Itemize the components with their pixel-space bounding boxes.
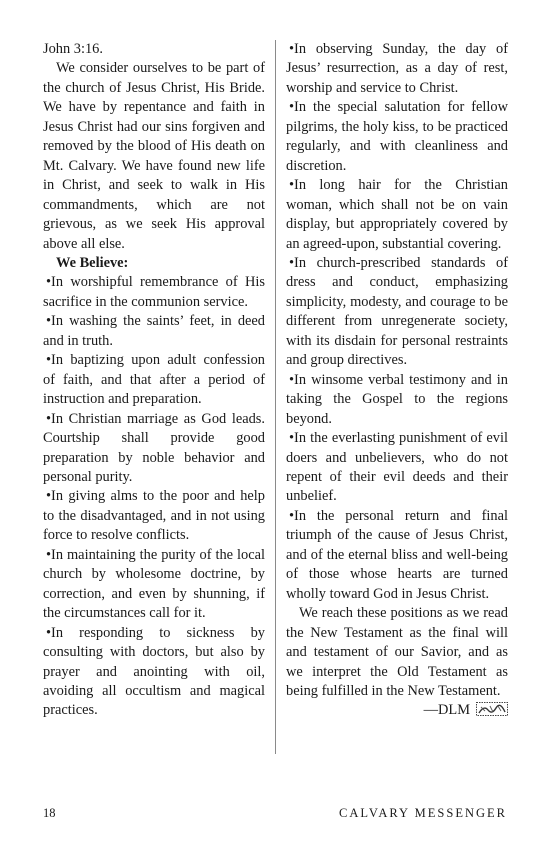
belief-item: • In giving alms to the poor and help to the disadvantaged, and in not using force to resolve conflicts.: [43, 487, 265, 545]
end-mark-icon: [476, 702, 508, 716]
belief-item: • In the special salutation for fellow pilgrims, the holy kiss, to be practiced regularly, and with cleanliness and discretion.: [286, 98, 508, 176]
left-column: [43, 40, 265, 721]
belief-item: • In winsome verbal testimony and in taking the Gospel to the regions beyond.: [286, 371, 508, 429]
beliefs-heading: We Believe:: [56, 254, 129, 271]
author-signature: —DLM: [423, 702, 470, 719]
belief-item: • In Christian marriage as God leads. Courtship shall provide good preparation by noble behavior and personal purity.: [43, 410, 265, 488]
belief-item: • In washing the saints’ feet, in deed and in truth.: [43, 312, 265, 351]
belief-item: • In baptizing upon adult confession of faith, and that after a period of instruction and preparation.: [43, 351, 265, 409]
belief-item: • In the everlasting punishment of evil doers and unbelievers, who do not repent of their evil deeds and their unbelief.: [286, 429, 508, 507]
belief-item: • In the personal return and final triumph of the cause of Jesus Christ, and of the eternal bliss and well-being of those whose hearts are turned wholly toward God in Jesus Christ.: [286, 507, 508, 604]
belief-item: • In maintaining the purity of the local church by wholesome doctrine, by correction, and even by shunning, if the circumstances call for it.: [43, 546, 265, 624]
belief-item: • In church-prescribed standards of dress and conduct, emphasizing simplicity, modesty, and courage to be different from unregenerate society, with its disdain for personal restraints and group directives.: [286, 254, 508, 371]
column-divider: [275, 40, 276, 754]
running-head: CALVARY MESSENGER: [339, 806, 507, 820]
page-number: 18: [43, 806, 56, 820]
belief-item: • In responding to sickness by consulting with doctors, but also by prayer and anointing with oil, avoiding all occultism and magical practices.: [43, 624, 265, 721]
scripture-reference: John 3:16.: [43, 41, 103, 57]
belief-item: • In long hair for the Christian woman, which shall not be on vain display, but appropriately covered by an agreed-upon, substantial covering.: [286, 176, 508, 254]
belief-item: • In observing Sunday, the day of Jesus’ resurrection, as a day of rest, worship and service to Christ.: [286, 40, 508, 98]
belief-item: • In worshipful remembrance of His sacrifice in the communion service.: [43, 273, 265, 312]
intro-paragraph: We consider ourselves to be part of the church of Jesus Christ, His Bride. We have by repentance and faith in Jesus Christ had our sins forgiven and removed by the blood of His death on Mt. Calvary. We have found new life in Christ, and seek to walk in His commandments, which are not grievous, as we seek His approval above all else.: [43, 60, 265, 252]
right-column: [286, 40, 508, 721]
closing-paragraph: We reach these positions as we read the New Testament as the final will and testament of our Savior, and as we interpret the Old Testament as being fulfilled in the New Testament.: [286, 605, 508, 699]
signature-line: [286, 701, 508, 720]
